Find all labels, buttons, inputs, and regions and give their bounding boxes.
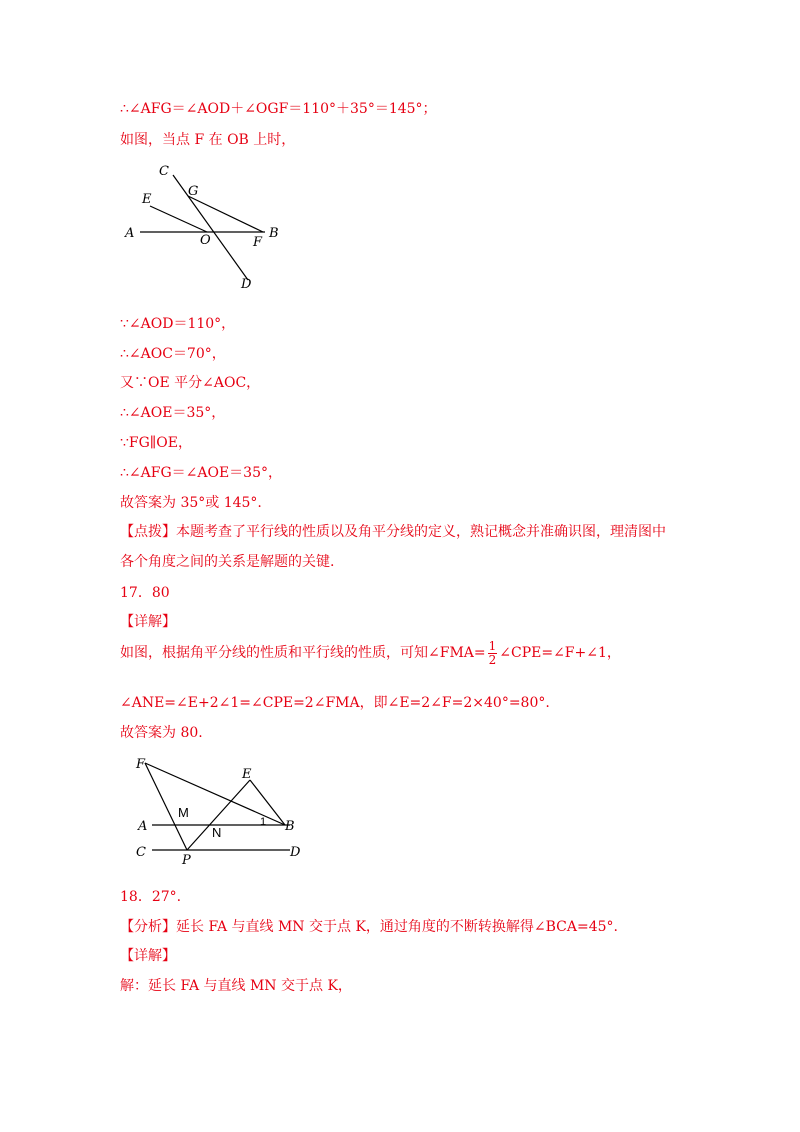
analysis-18: 【分析】延长 FA 与直线 MN 交于点 K，通过角度的不断转换解得∠BCA=45°.: [120, 919, 618, 935]
answer-18: 18．27°.: [120, 889, 182, 905]
tip-paragraph-line-1: 【点拨】本题考查了平行线的性质以及角平分线的定义，熟记概念并准确识图，理清图中: [120, 524, 666, 540]
text-line-5: 又∵OE 平分∠AOC，: [120, 375, 261, 391]
label-g: G: [188, 184, 199, 199]
detail-heading-18: 【详解】: [120, 948, 176, 964]
text-line-9: 故答案为 35°或 145°.: [120, 495, 262, 511]
detail-heading-17: 【详解】: [120, 614, 176, 630]
text-line-16: 故答案为 80.: [120, 725, 203, 741]
label-d: D: [241, 277, 252, 292]
text-line-2: 如图，当点 F 在 OB 上时，: [120, 132, 296, 148]
label-e: E: [142, 192, 152, 207]
answer-17: 17．80: [120, 585, 170, 601]
solution-18: 解：延长 FA 与直线 MN 交于点 K，: [120, 978, 352, 994]
figure-angle-ob: [120, 158, 290, 294]
label-b: B: [269, 226, 279, 241]
label-f: F: [136, 757, 146, 772]
label-d: D: [290, 845, 301, 860]
label-f: F: [253, 235, 263, 250]
text-line-8: ∴∠AFG＝∠AOE＝35°，: [120, 465, 282, 481]
fraction-line-prefix: 如图，根据角平分线的性质和平行线的性质，可知∠FMA=: [120, 645, 486, 661]
label-n: N: [212, 825, 222, 840]
text-line-fraction: [120, 636, 621, 670]
label-a: A: [125, 226, 135, 241]
fraction-denominator: 2: [488, 652, 497, 667]
label-p: P: [182, 853, 191, 868]
label-angle-1: 1: [260, 816, 267, 828]
text-line-4: ∴∠AOC＝70°，: [120, 346, 226, 362]
label-a: A: [138, 819, 148, 834]
text-line-7: ∵FG∥OE，: [120, 435, 192, 451]
label-c: C: [159, 164, 169, 179]
fraction-one-half: [488, 640, 498, 667]
label-b: B: [285, 819, 295, 834]
label-m: M: [178, 805, 189, 820]
fraction-numerator: 1: [488, 638, 497, 653]
label-e: E: [242, 767, 252, 782]
text-line-1: ∴∠AFG＝∠AOD＋∠OGF＝110°＋35°＝145°；: [120, 101, 437, 117]
label-c: C: [136, 845, 146, 860]
text-line-15: ∠ANE=∠E+2∠1=∠CPE=2∠FMA，即∠E=2∠F=2×40°=80°.: [120, 695, 550, 711]
text-line-3: ∵∠AOD＝110°，: [120, 316, 236, 332]
text-line-6: ∴∠AOE＝35°，: [120, 405, 226, 421]
tip-paragraph-line-2: 各个角度之间的关系是解题的关键.: [120, 554, 335, 570]
figure-parallel-lines: [120, 750, 320, 868]
label-o: O: [200, 233, 211, 248]
fraction-line-suffix: ∠CPE=∠F+∠1，: [499, 645, 621, 661]
